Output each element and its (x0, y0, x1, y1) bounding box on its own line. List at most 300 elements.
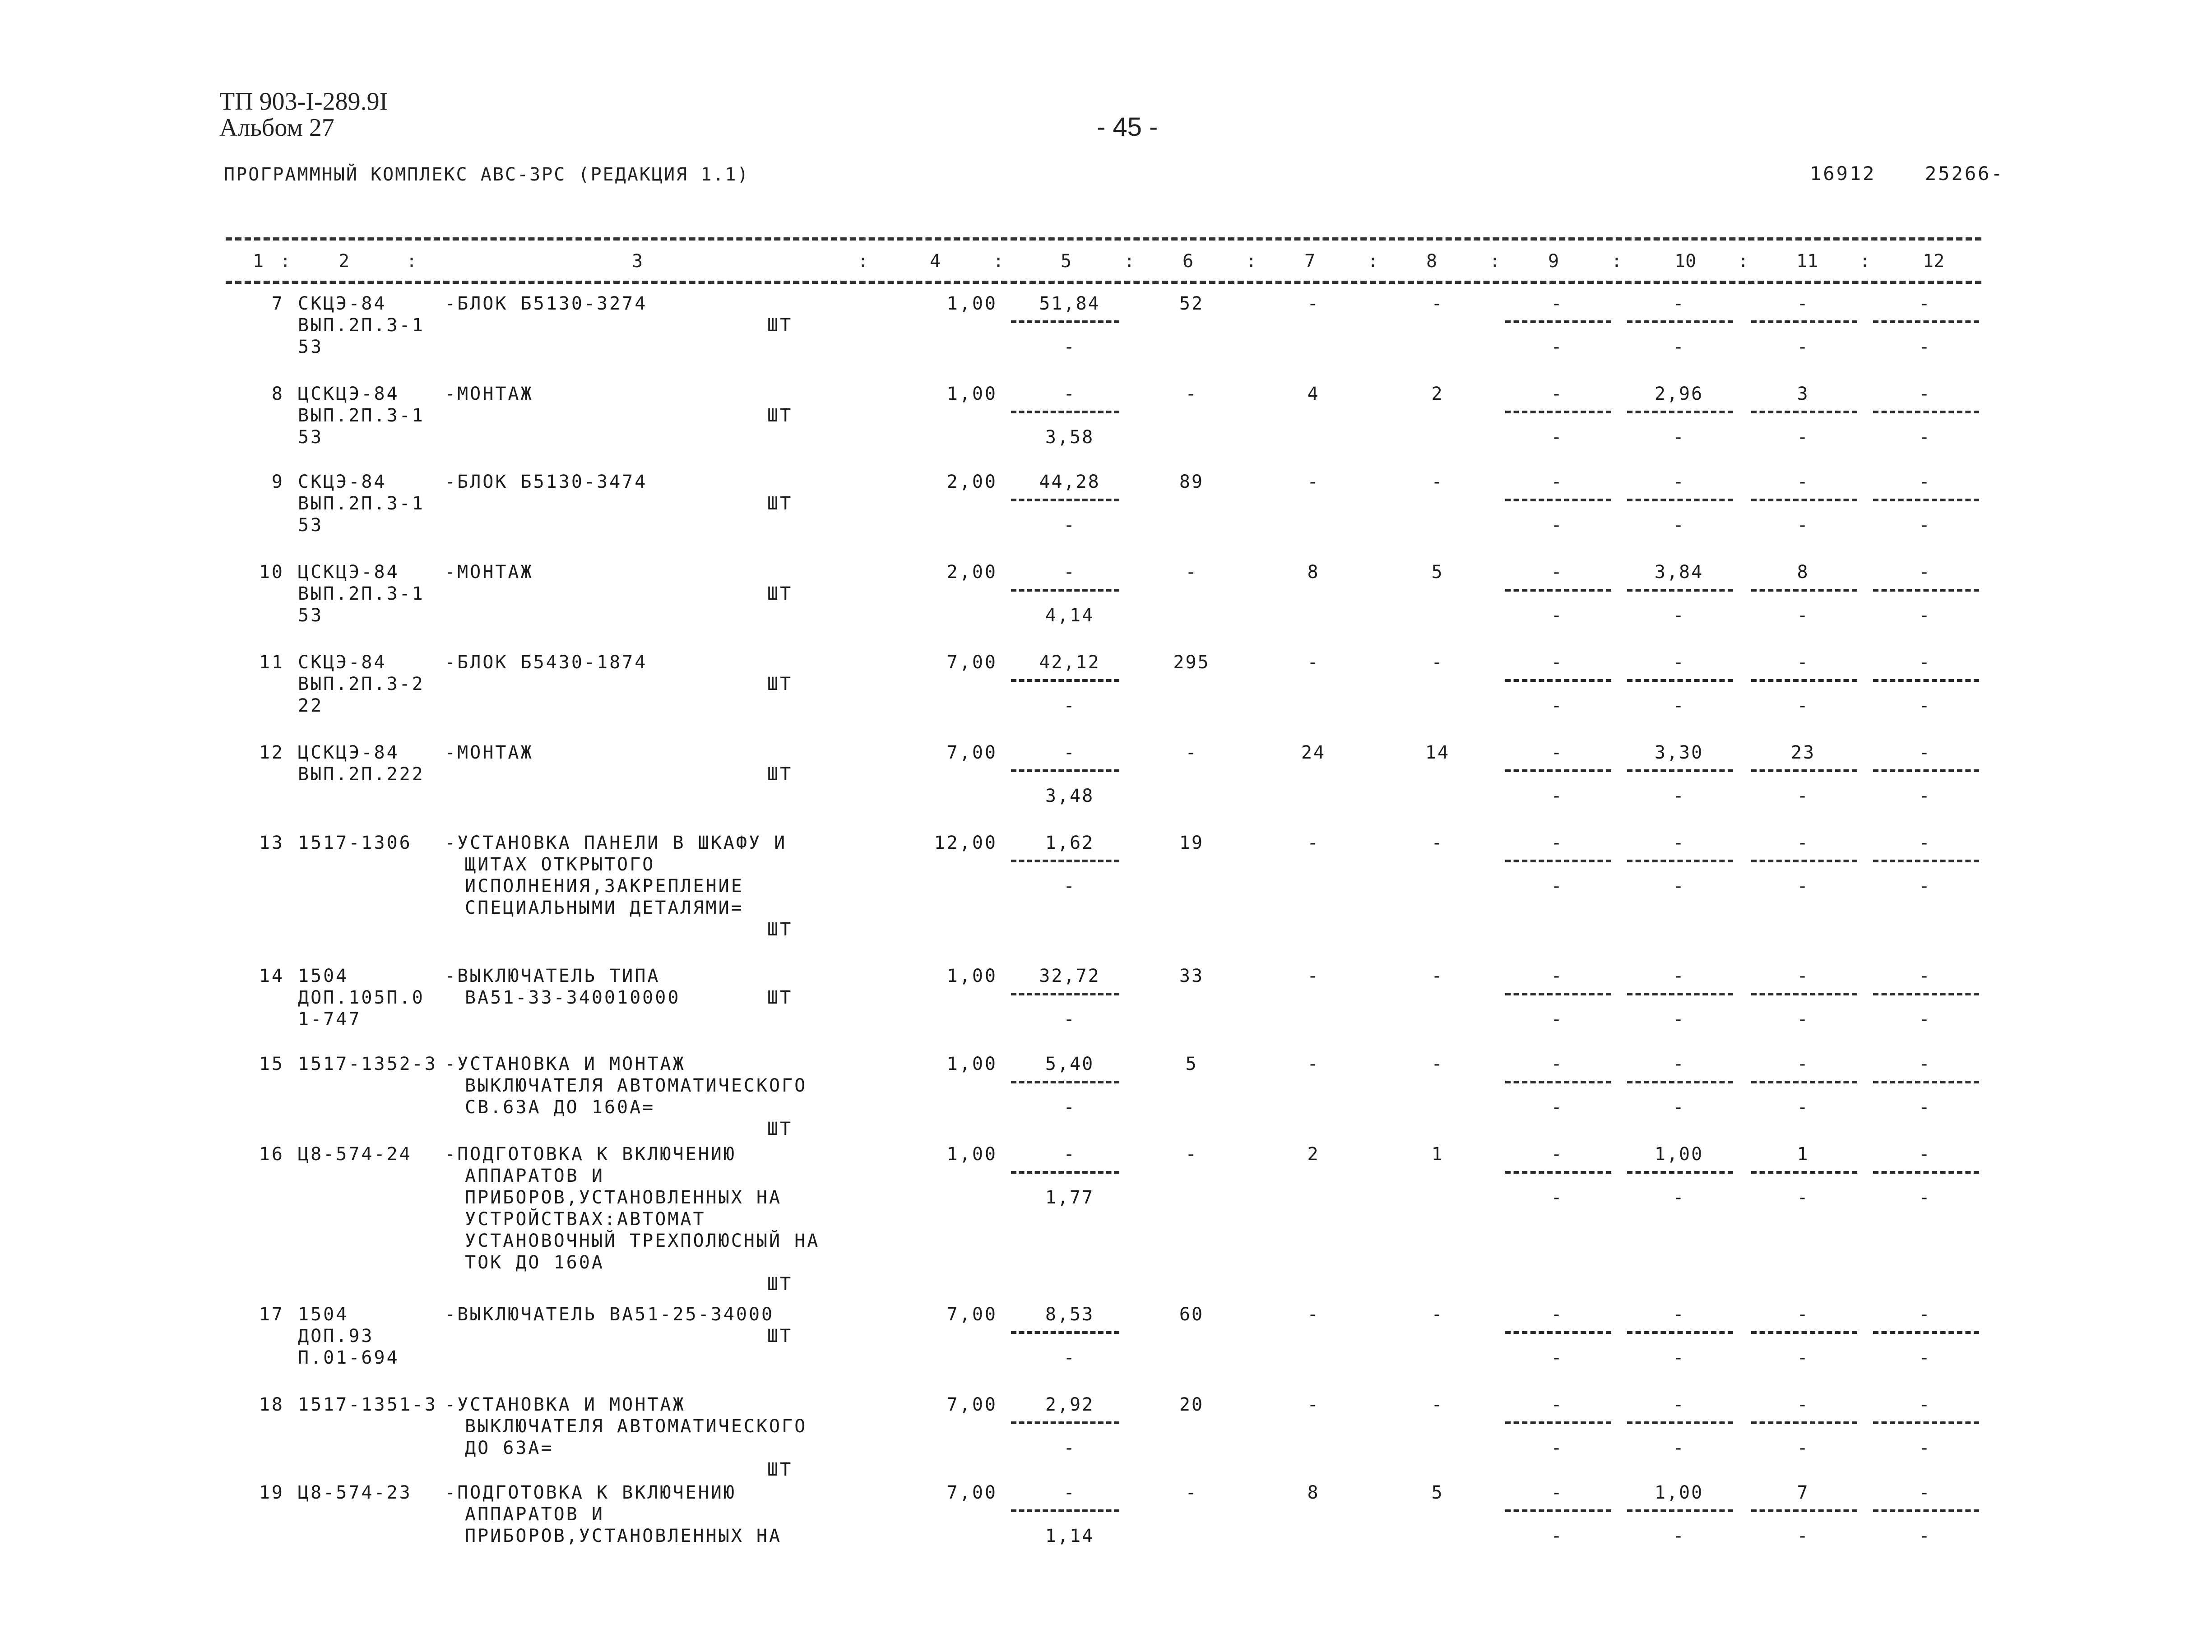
row-c10-bottom: - (1673, 1347, 1685, 1368)
column-separator: : (1738, 251, 1749, 272)
row-c11-bottom: - (1797, 337, 1809, 357)
row-c11-top: 7 (1797, 1482, 1809, 1503)
row-c12-divider (1873, 1081, 1979, 1083)
row-c10-bottom: - (1673, 1526, 1685, 1546)
row-c11-divider (1751, 679, 1857, 682)
row-c12-bottom: - (1919, 605, 1931, 626)
row-c10-bottom: - (1673, 1009, 1685, 1030)
row-c12-top: - (1919, 1394, 1931, 1415)
row-col8: 5 (1431, 1482, 1444, 1503)
row-code: 1504 (298, 966, 349, 986)
row-unit: ШТ (767, 1459, 793, 1480)
column-number: 6 (1183, 251, 1194, 272)
row-c11-top: - (1797, 1054, 1809, 1074)
row-c10-divider (1627, 499, 1733, 501)
row-c11-divider (1751, 1421, 1857, 1424)
row-col8: - (1431, 652, 1444, 673)
row-c12-bottom: - (1919, 695, 1931, 716)
column-separator: : (1860, 251, 1871, 272)
column-separator: : (1611, 251, 1623, 272)
column-separator: : (280, 251, 291, 272)
row-c12-divider (1873, 411, 1979, 413)
row-quantity: 2,00 (946, 472, 997, 492)
row-col7: 24 (1301, 742, 1326, 763)
row-c11-bottom: - (1797, 1347, 1809, 1368)
row-code: ЦСКЦЭ-84 (298, 742, 399, 763)
row-price-top: 1,62 (1045, 833, 1094, 853)
row-description: -ВЫКЛЮЧАТЕЛЬ ВА51-25-34000 (445, 1304, 774, 1325)
row-c11-bottom: - (1797, 695, 1809, 716)
row-c12-divider (1873, 1509, 1979, 1512)
row-price-top: - (1063, 1482, 1076, 1503)
row-c9-bottom: - (1551, 1009, 1563, 1030)
row-number: 8 (271, 384, 284, 404)
row-c12-divider (1873, 589, 1979, 592)
row-c10-top: - (1673, 652, 1685, 673)
row-code: 1517-1351-3 (298, 1394, 437, 1415)
row-c9-bottom: - (1551, 1097, 1563, 1118)
row-c11-divider (1751, 1331, 1857, 1334)
row-c11-top: - (1797, 652, 1809, 673)
row-c10-bottom: - (1673, 605, 1685, 626)
row-description: АППАРАТОВ И (465, 1166, 604, 1186)
row-price-divider (1011, 679, 1119, 682)
row-price-top: - (1063, 384, 1076, 404)
row-code: 53 (298, 605, 324, 626)
row-price-bottom: 4,14 (1045, 605, 1094, 626)
row-c10-top: - (1673, 833, 1685, 853)
row-price-divider (1011, 1081, 1119, 1083)
row-col7: - (1307, 293, 1320, 314)
row-col8: - (1431, 1304, 1444, 1325)
row-c10-bottom: - (1673, 1097, 1685, 1118)
row-col6: 20 (1179, 1394, 1204, 1415)
row-description: СВ.63А ДО 160А= (465, 1097, 655, 1118)
row-number: 19 (259, 1482, 284, 1503)
row-code: 1504 (298, 1304, 349, 1325)
row-c10-top: - (1673, 1054, 1685, 1074)
column-number: 8 (1426, 251, 1438, 272)
row-price-divider (1011, 769, 1119, 772)
row-c9-divider (1505, 1331, 1611, 1334)
column-separator: : (1124, 251, 1135, 272)
row-c9-bottom: - (1551, 515, 1563, 536)
column-separator: : (1489, 251, 1501, 272)
row-c10-top: 3,84 (1654, 562, 1704, 583)
row-c12-divider (1873, 1171, 1979, 1174)
row-price-top: - (1063, 742, 1076, 763)
row-price-bottom: - (1063, 1347, 1076, 1368)
row-c11-divider (1751, 1081, 1857, 1083)
row-c9-divider (1505, 1509, 1611, 1512)
column-number: 9 (1548, 251, 1559, 272)
row-c10-bottom: - (1673, 1438, 1685, 1458)
row-number: 7 (271, 293, 284, 314)
row-c10-bottom: - (1673, 786, 1685, 806)
row-quantity: 1,00 (946, 384, 997, 404)
row-c10-divider (1627, 769, 1733, 772)
row-col6: - (1185, 742, 1198, 763)
row-c12-top: - (1919, 1482, 1931, 1503)
row-c10-bottom: - (1673, 1187, 1685, 1208)
row-number: 11 (259, 652, 284, 673)
row-c10-top: - (1673, 472, 1685, 492)
row-c10-top: - (1673, 1304, 1685, 1325)
row-number: 16 (259, 1144, 284, 1165)
row-col8: - (1431, 1054, 1444, 1074)
row-col7: - (1307, 472, 1320, 492)
row-c9-bottom: - (1551, 786, 1563, 806)
row-c9-top: - (1551, 833, 1563, 853)
column-number: 10 (1674, 251, 1697, 272)
row-c11-divider (1751, 589, 1857, 592)
column-number: 11 (1796, 251, 1818, 272)
row-col8: 5 (1431, 562, 1444, 583)
row-c12-bottom: - (1919, 876, 1931, 897)
row-c12-bottom: - (1919, 337, 1931, 357)
row-c11-bottom: - (1797, 605, 1809, 626)
row-price-top: 51,84 (1039, 293, 1100, 314)
row-c10-divider (1627, 1171, 1733, 1174)
row-code: Ц8-574-23 (298, 1482, 412, 1503)
row-c11-bottom: - (1797, 1438, 1809, 1458)
row-code: П.01-694 (298, 1347, 399, 1368)
column-number: 7 (1304, 251, 1316, 272)
row-c10-top: 2,96 (1654, 384, 1704, 404)
row-c12-bottom: - (1919, 1438, 1931, 1458)
row-description: СПЕЦИАЛЬНЫМИ ДЕТАЛЯМИ= (465, 898, 744, 918)
row-c9-bottom: - (1551, 1187, 1563, 1208)
row-number: 17 (259, 1304, 284, 1325)
row-description: ВЫКЛЮЧАТЕЛЯ АВТОМАТИЧЕСКОГО (465, 1416, 807, 1437)
row-description: ПРИБОРОВ,УСТАНОВЛЕННЫХ НА (465, 1187, 782, 1208)
row-c12-top: - (1919, 472, 1931, 492)
row-col7: - (1307, 1394, 1320, 1415)
row-description: -ВЫКЛЮЧАТЕЛЬ ТИПА (445, 966, 660, 986)
row-code: СКЦЭ-84 (298, 472, 387, 492)
column-separator: : (1368, 251, 1379, 272)
row-col7: - (1307, 1304, 1320, 1325)
row-price-bottom: 3,48 (1045, 786, 1094, 806)
row-code: 1517-1352-3 (298, 1054, 437, 1074)
row-c10-divider (1627, 411, 1733, 413)
row-col6: 60 (1179, 1304, 1204, 1325)
row-col6: 5 (1185, 1054, 1198, 1074)
row-col6: - (1185, 562, 1198, 583)
row-col8: - (1431, 966, 1444, 986)
row-c9-bottom: - (1551, 1347, 1563, 1368)
row-price-top: 32,72 (1039, 966, 1100, 986)
row-description: ИСПОЛНЕНИЯ,ЗАКРЕПЛЕНИЕ (465, 876, 744, 897)
row-c11-divider (1751, 993, 1857, 995)
row-c11-divider (1751, 1171, 1857, 1174)
row-c9-top: - (1551, 1304, 1563, 1325)
row-number: 10 (259, 562, 284, 583)
row-unit: ШТ (767, 987, 793, 1008)
row-c10-divider (1627, 1331, 1733, 1334)
row-description: -БЛОК Б5130-3274 (445, 293, 648, 314)
row-description: -МОНТАЖ (445, 742, 533, 763)
row-price-top: 42,12 (1039, 652, 1100, 673)
row-c12-bottom: - (1919, 786, 1931, 806)
row-price-divider (1011, 499, 1119, 501)
row-col6: 33 (1179, 966, 1204, 986)
row-description: ТОК ДО 160А (465, 1252, 604, 1273)
row-c11-top: - (1797, 1304, 1809, 1325)
row-c11-top: - (1797, 833, 1809, 853)
row-c9-divider (1505, 860, 1611, 862)
row-c9-divider (1505, 411, 1611, 413)
row-c11-top: 1 (1797, 1144, 1809, 1165)
row-c10-bottom: - (1673, 515, 1685, 536)
doc-code-line: ТП 903-I-289.9I (219, 88, 388, 116)
row-c11-top: 23 (1790, 742, 1816, 763)
row-quantity: 1,00 (946, 293, 997, 314)
row-c10-top: 3,30 (1654, 742, 1704, 763)
row-c12-top: - (1919, 1054, 1931, 1074)
row-c10-bottom: - (1673, 876, 1685, 897)
row-col6: - (1185, 1482, 1198, 1503)
row-c11-divider (1751, 499, 1857, 501)
row-price-divider (1011, 411, 1119, 413)
row-price-bottom: - (1063, 1097, 1076, 1118)
row-col6: 19 (1179, 833, 1204, 853)
row-c9-divider (1505, 1421, 1611, 1424)
row-c11-divider (1751, 411, 1857, 413)
row-c9-top: - (1551, 652, 1563, 673)
row-code: Ц8-574-24 (298, 1144, 412, 1165)
row-c12-top: - (1919, 833, 1931, 853)
row-code: ЦСКЦЭ-84 (298, 384, 399, 404)
row-c9-divider (1505, 769, 1611, 772)
row-description: -ПОДГОТОВКА К ВКЛЮЧЕНИЮ (445, 1144, 736, 1165)
row-col6: 295 (1173, 652, 1210, 673)
row-c9-top: - (1551, 742, 1563, 763)
row-c12-top: - (1919, 1304, 1931, 1325)
row-price-bottom: - (1063, 1009, 1076, 1030)
row-code: СКЦЭ-84 (298, 293, 387, 314)
row-price-divider (1011, 1331, 1119, 1334)
row-code: 53 (298, 337, 324, 357)
row-c12-bottom: - (1919, 1009, 1931, 1030)
row-description: АППАРАТОВ И (465, 1504, 604, 1525)
row-price-top: - (1063, 1144, 1076, 1165)
row-c12-top: - (1919, 293, 1931, 314)
row-c12-top: - (1919, 562, 1931, 583)
row-c9-top: - (1551, 966, 1563, 986)
row-code: 22 (298, 695, 324, 716)
row-col8: 2 (1431, 384, 1444, 404)
row-c12-bottom: - (1919, 1526, 1931, 1546)
row-c11-top: 8 (1797, 562, 1809, 583)
doc-code (219, 88, 388, 141)
top-rule (226, 237, 1981, 241)
row-price-divider (1011, 1421, 1119, 1424)
row-price-divider (1011, 860, 1119, 862)
row-c9-top: - (1551, 1144, 1563, 1165)
row-unit: ШТ (767, 405, 793, 426)
row-description: ДО 63А= (465, 1438, 554, 1458)
row-price-bottom: 1,14 (1045, 1526, 1094, 1546)
row-description: ВА51-33-340010000 (465, 987, 681, 1008)
row-c12-bottom: - (1919, 427, 1931, 448)
row-description: ВЫКЛЮЧАТЕЛЯ АВТОМАТИЧЕСКОГО (465, 1075, 807, 1096)
row-c10-top: 1,00 (1654, 1144, 1704, 1165)
row-unit: ШТ (767, 1326, 793, 1347)
row-col8: - (1431, 833, 1444, 853)
row-c9-bottom: - (1551, 1526, 1563, 1546)
row-price-bottom: - (1063, 876, 1076, 897)
row-c12-bottom: - (1919, 1097, 1931, 1118)
row-c12-bottom: - (1919, 1187, 1931, 1208)
row-col7: - (1307, 833, 1320, 853)
row-c12-divider (1873, 499, 1979, 501)
row-code: ВЫП.2П.3-1 (298, 493, 425, 514)
row-col7: 8 (1307, 562, 1320, 583)
row-description: ПРИБОРОВ,УСТАНОВЛЕННЫХ НА (465, 1526, 782, 1546)
row-price-top: 5,40 (1045, 1054, 1094, 1074)
row-description: -МОНТАЖ (445, 562, 533, 583)
row-col7: - (1307, 966, 1320, 986)
row-price-top: - (1063, 562, 1076, 583)
album-line: Альбом 27 (219, 114, 334, 142)
row-price-top: 8,53 (1045, 1304, 1094, 1325)
row-quantity: 7,00 (946, 742, 997, 763)
row-unit: ШТ (767, 764, 793, 785)
row-unit: ШТ (767, 919, 793, 940)
row-unit: ШТ (767, 1119, 793, 1139)
row-col7: 4 (1307, 384, 1320, 404)
row-quantity: 12,00 (934, 833, 997, 853)
row-c10-top: - (1673, 1394, 1685, 1415)
row-c9-divider (1505, 589, 1611, 592)
row-col7: - (1307, 652, 1320, 673)
row-price-bottom: - (1063, 1438, 1076, 1458)
row-c10-bottom: - (1673, 695, 1685, 716)
row-code: ЦСКЦЭ-84 (298, 562, 399, 583)
row-c11-top: - (1797, 472, 1809, 492)
row-c10-top: - (1673, 966, 1685, 986)
column-separator: : (1246, 251, 1257, 272)
row-c12-divider (1873, 679, 1979, 682)
row-price-divider (1011, 320, 1119, 323)
column-number: 12 (1923, 251, 1945, 272)
row-description: ЩИТАХ ОТКРЫТОГО (465, 854, 655, 875)
row-description: -БЛОК Б5430-1874 (445, 652, 648, 673)
row-c9-top: - (1551, 1054, 1563, 1074)
row-c10-top: 1,00 (1654, 1482, 1704, 1503)
row-c11-bottom: - (1797, 876, 1809, 897)
row-description: УСТАНОВОЧНЫЙ ТРЕХПОЛЮСНЫЙ НА (465, 1231, 820, 1251)
row-c9-bottom: - (1551, 337, 1563, 357)
row-c12-bottom: - (1919, 1347, 1931, 1368)
row-c11-top: 3 (1797, 384, 1809, 404)
row-code: ДОП.93 (298, 1326, 374, 1347)
row-code: ВЫП.2П.3-1 (298, 405, 425, 426)
row-c9-divider (1505, 993, 1611, 995)
row-c10-divider (1627, 589, 1733, 592)
row-code: 53 (298, 427, 324, 448)
row-c9-bottom: - (1551, 1438, 1563, 1458)
row-c10-divider (1627, 1509, 1733, 1512)
row-code: 1-747 (298, 1009, 362, 1030)
row-c9-divider (1505, 1081, 1611, 1083)
row-col6: 52 (1179, 293, 1204, 314)
row-code: ВЫП.2П.3-2 (298, 674, 425, 694)
row-unit: ШТ (767, 583, 793, 604)
row-c10-divider (1627, 860, 1733, 862)
row-quantity: 7,00 (946, 1304, 997, 1325)
row-c9-bottom: - (1551, 605, 1563, 626)
row-quantity: 7,00 (946, 1394, 997, 1415)
row-c10-divider (1627, 679, 1733, 682)
row-code: СКЦЭ-84 (298, 652, 387, 673)
row-c11-bottom: - (1797, 1187, 1809, 1208)
row-number: 13 (259, 833, 284, 853)
row-c11-top: - (1797, 966, 1809, 986)
header-code-left: 16912 (1810, 162, 1876, 185)
row-c11-divider (1751, 860, 1857, 862)
row-c10-divider (1627, 1421, 1733, 1424)
row-c10-divider (1627, 993, 1733, 995)
row-c12-top: - (1919, 742, 1931, 763)
row-price-divider (1011, 993, 1119, 995)
row-c10-bottom: - (1673, 427, 1685, 448)
row-unit: ШТ (767, 315, 793, 336)
row-price-divider (1011, 589, 1119, 592)
row-description: -ПОДГОТОВКА К ВКЛЮЧЕНИЮ (445, 1482, 736, 1503)
row-c12-divider (1873, 320, 1979, 323)
column-number: 4 (930, 251, 941, 272)
row-code: ВЫП.2П.222 (298, 764, 425, 785)
row-c9-top: - (1551, 293, 1563, 314)
row-quantity: 1,00 (946, 1054, 997, 1074)
row-c9-bottom: - (1551, 876, 1563, 897)
row-price-bottom: - (1063, 515, 1076, 536)
row-price-bottom: - (1063, 337, 1076, 357)
row-quantity: 1,00 (946, 1144, 997, 1165)
row-col8: - (1431, 472, 1444, 492)
row-c12-divider (1873, 993, 1979, 995)
column-number: 2 (339, 251, 350, 272)
column-separator: : (993, 251, 1004, 272)
row-c11-bottom: - (1797, 1009, 1809, 1030)
program-title: ПРОГРАММНЫЙ КОМПЛЕКС АВС-3РС (РЕДАКЦИЯ 1.1) (224, 164, 750, 185)
row-col7: 8 (1307, 1482, 1320, 1503)
row-code: 53 (298, 515, 324, 536)
row-number: 9 (271, 472, 284, 492)
row-c11-bottom: - (1797, 1526, 1809, 1546)
row-c10-top: - (1673, 293, 1685, 314)
row-c11-top: - (1797, 293, 1809, 314)
row-code: ДОП.105П.0 (298, 987, 425, 1008)
row-price-top: 2,92 (1045, 1394, 1094, 1415)
header-rule (226, 281, 1981, 284)
row-c11-bottom: - (1797, 1097, 1809, 1118)
row-c12-top: - (1919, 966, 1931, 986)
row-c9-bottom: - (1551, 427, 1563, 448)
row-code: 1517-1306 (298, 833, 412, 853)
row-unit: ШТ (767, 674, 793, 694)
column-number: 1 (253, 251, 264, 272)
row-c12-top: - (1919, 1144, 1931, 1165)
row-quantity: 7,00 (946, 1482, 997, 1503)
row-c11-divider (1751, 769, 1857, 772)
row-c11-top: - (1797, 1394, 1809, 1415)
row-c9-top: - (1551, 472, 1563, 492)
row-c9-top: - (1551, 562, 1563, 583)
row-c12-top: - (1919, 384, 1931, 404)
